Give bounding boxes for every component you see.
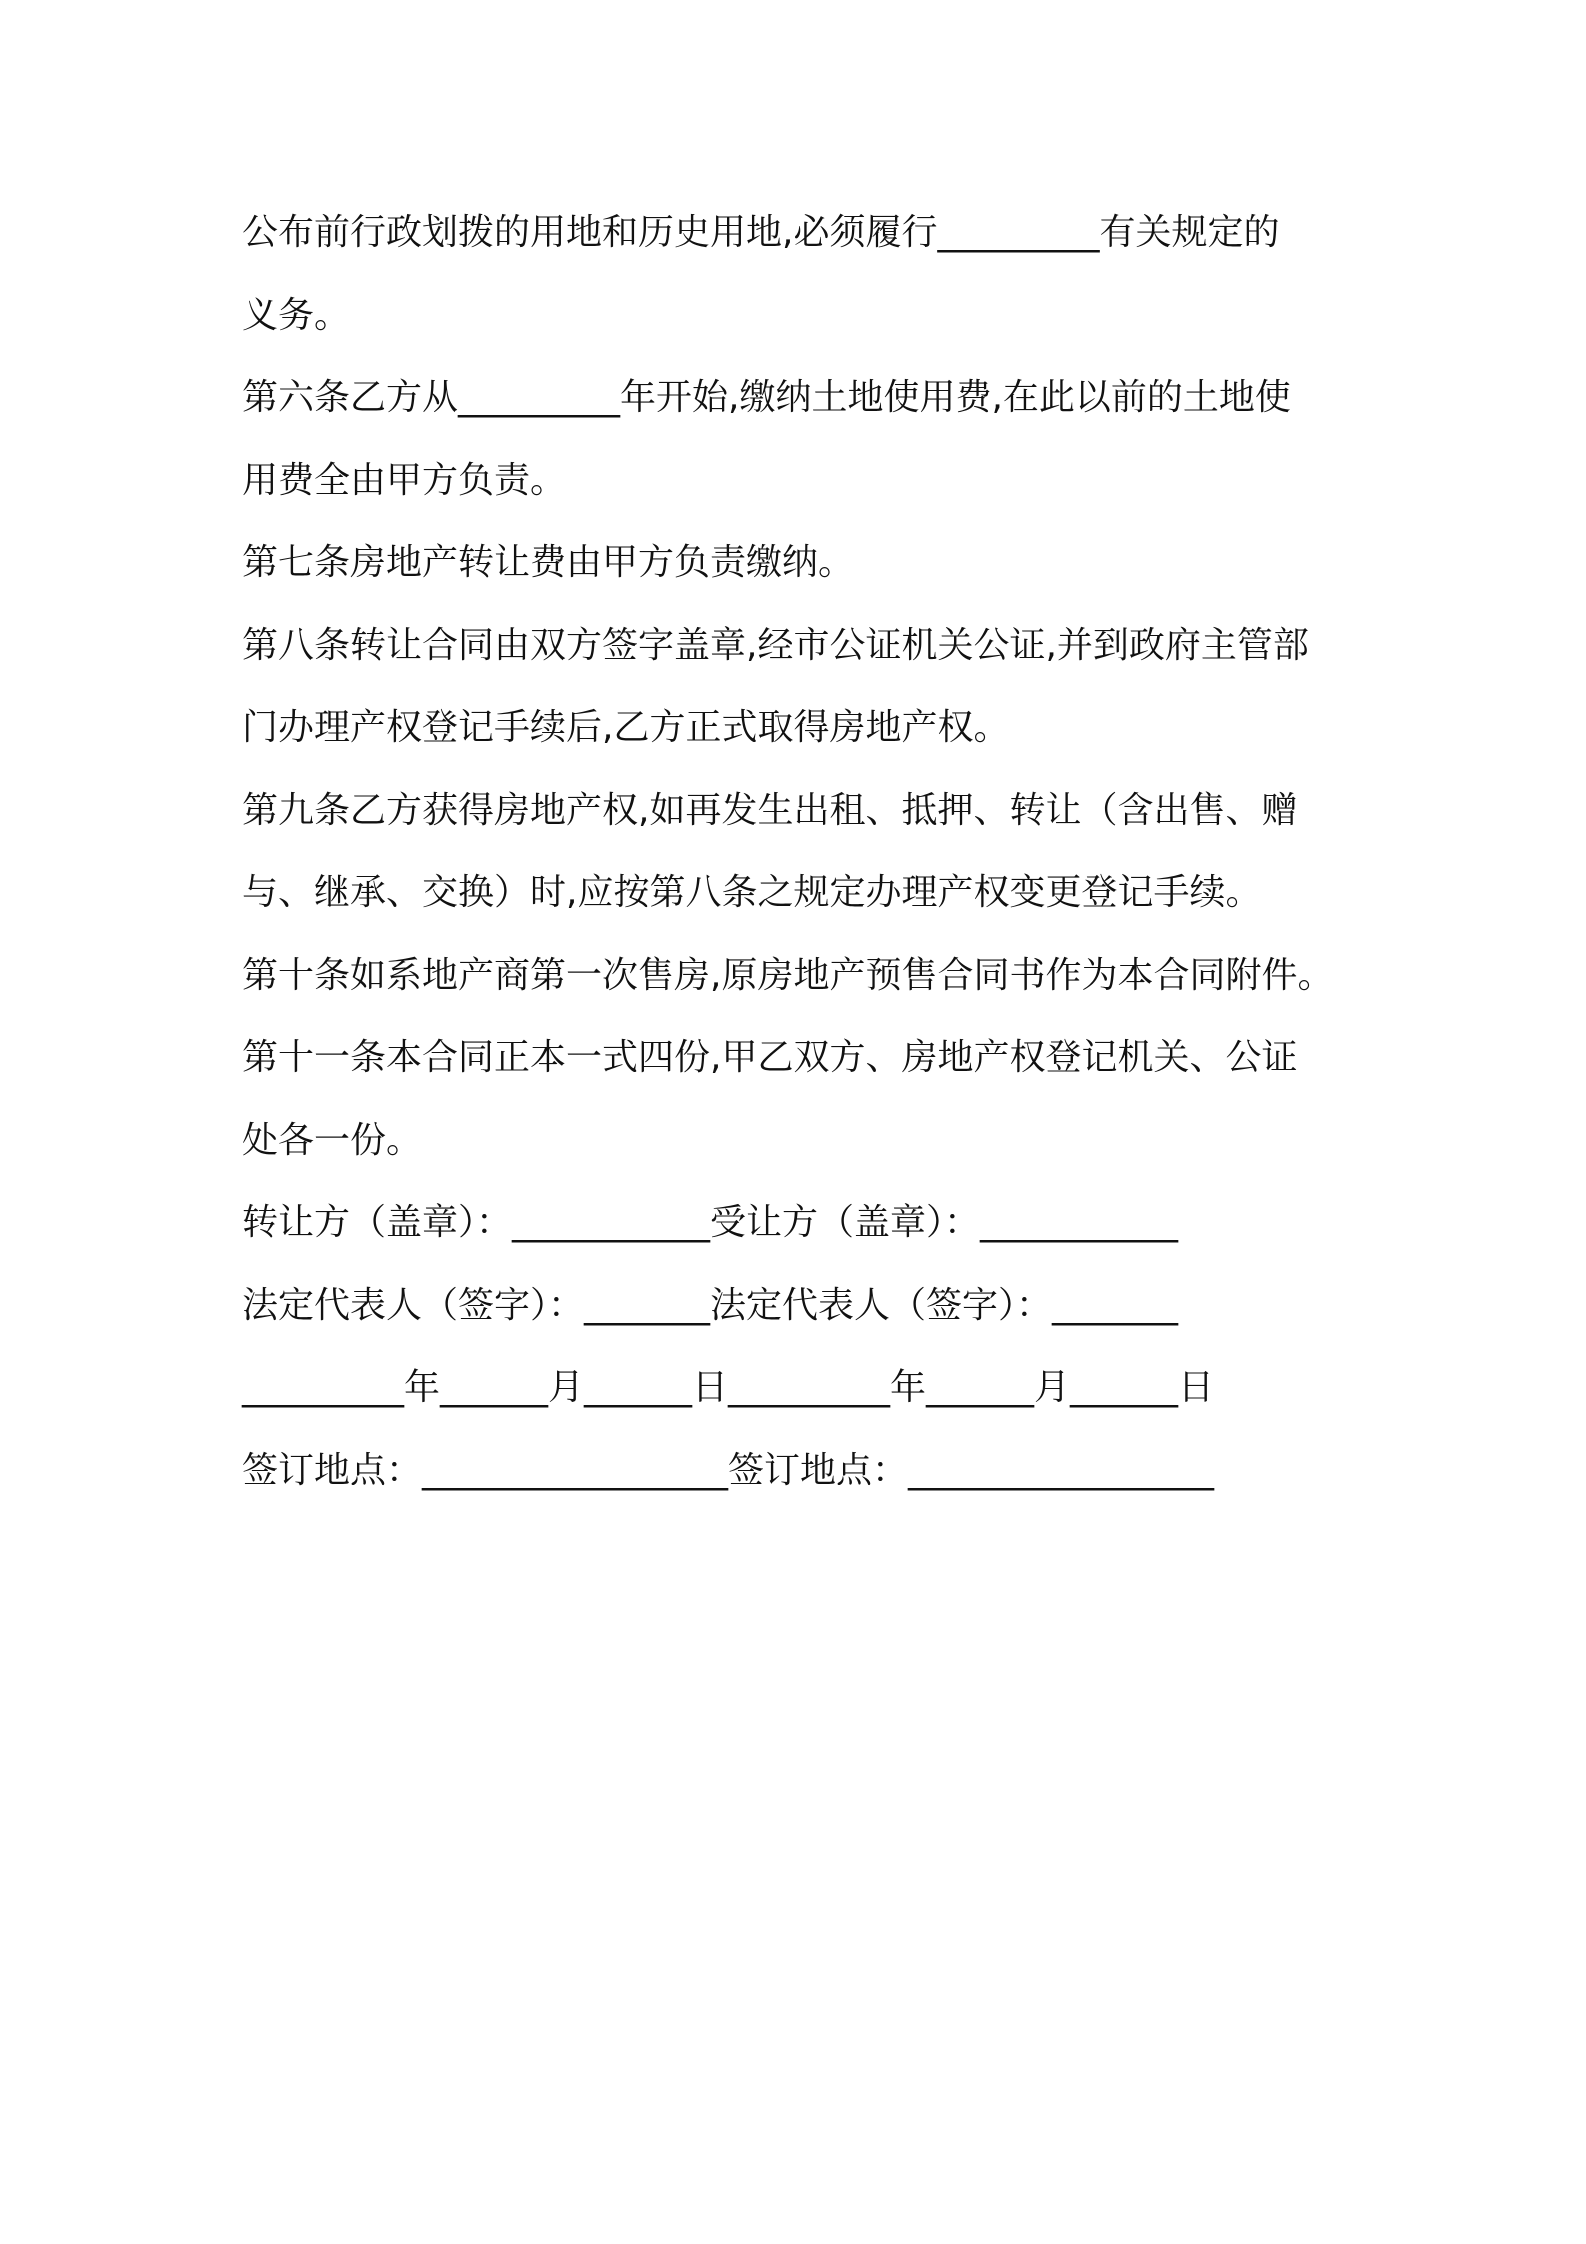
text-line-article-10: 第十条如系地产商第一次售房,原房地产预售合同书作为本合同附件。 [242, 954, 1334, 996]
text-line-article-8: 第八条转让合同由双方签字盖章,经市公证机关公证,并到政府主管部 [242, 624, 1309, 666]
signature-line-dates: _________年______月______日_________年______月______日 [242, 1367, 1214, 1408]
text-line-article-5-end: 义务。 [242, 294, 351, 336]
text-line-article-9: 第九条乙方获得房地产权,如再发生出租、抵押、转让（含出售、赠 [242, 789, 1298, 831]
signature-line-representatives: 法定代表人（签字）：_______法定代表人（签字）：_______ [242, 1284, 1179, 1326]
text-line-article-5-cont: 公布前行政划拨的用地和历史用地,必须履行_________有关规定的 [242, 212, 1280, 253]
signature-line-locations: 签订地点：_________________签订地点：_________________ [242, 1449, 1215, 1491]
signature-line-parties: 转让方（盖章）：___________受让方（盖章）：___________ [242, 1202, 1179, 1243]
document-body [242, 192, 1372, 1512]
text-line-article-11-end: 处各一份。 [242, 1119, 423, 1161]
text-line-article-7: 第七条房地产转让费由甲方负责缴纳。 [242, 542, 855, 583]
text-line-article-9-end: 与、继承、交换）时,应按第八条之规定办理产权变更登记手续。 [242, 872, 1262, 913]
text-line-article-6-end: 用费全由甲方负责。 [242, 459, 567, 501]
text-line-article-11: 第十一条本合同正本一式四份,甲乙双方、房地产权登记机关、公证 [242, 1037, 1298, 1078]
text-line-article-6: 第六条乙方从_________年开始,缴纳土地使用费,在此以前的土地使 [242, 377, 1291, 418]
text-line-article-8-end: 门办理产权登记手续后,乙方正式取得房地产权。 [242, 707, 1010, 748]
